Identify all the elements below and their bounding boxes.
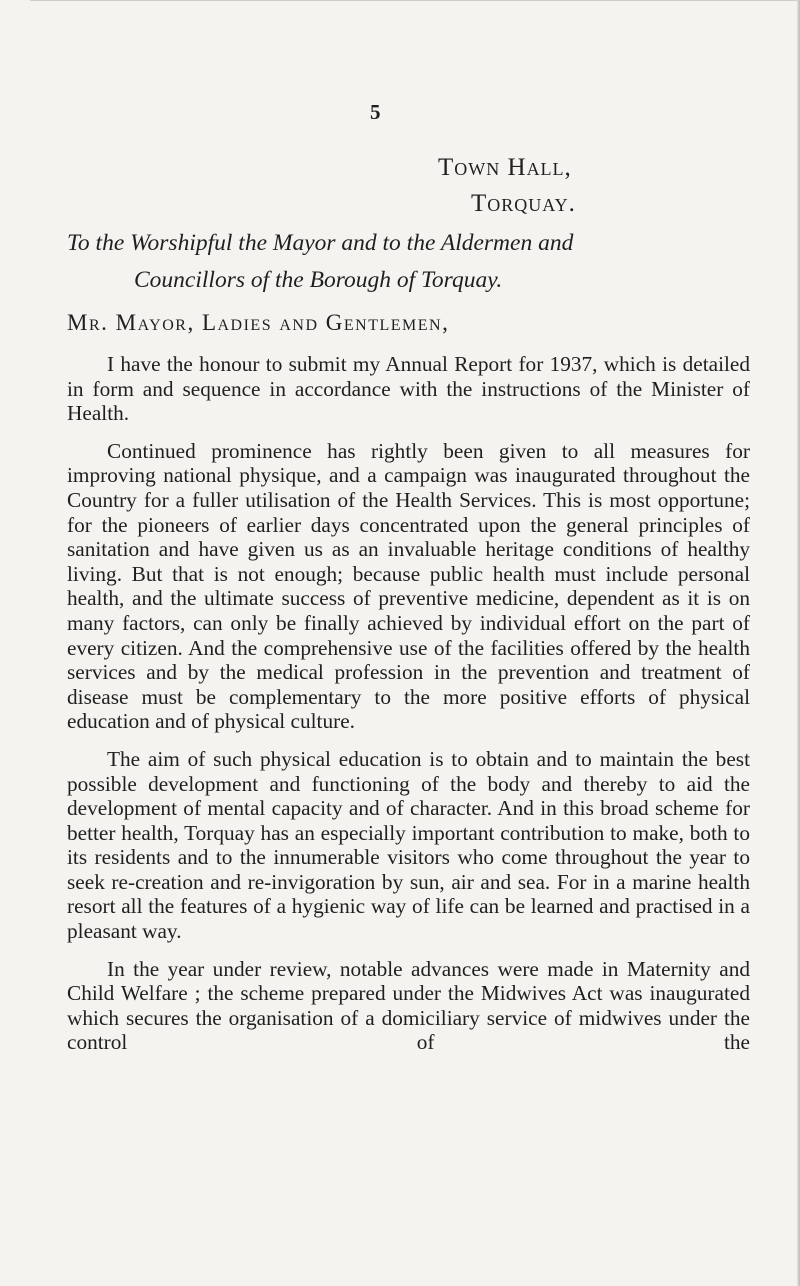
addressee-line-1: To the Worshipful the Mayor and to the Aldermen and [67,230,574,256]
paragraph-4: In the year under review, notable advances were made in Maternity and Child Welfare ; the scheme prepared under the Midwives Act was inaugurated which secures the organisation of a domiciliary service of midwives under the control of the [67,956,750,1055]
address-line-1: Town Hall, [438,154,572,181]
address-block [438,150,576,222]
addressee-block [67,225,747,299]
paragraph-2: Continued prominence has rightly been given to all measures for improving national physique, and a campaign was inaugurated throughout the Country for a fuller utilisation of the Health Services. This is most opportune; for the pioneers of earlier days concentrated upon the general principles of sanitation and have given us as an invaluable heritage conditions of healthy living. But that is not enough; because public health must include personal health, and the ultimate success of preventive medicine, dependent as it is on many factors, can only be finally achieved by individual effort on the part of every citizen. And the comprehensive use of the facilities offered by the health services and by the medical profession in the prevention and treatment of disease must be complementary to the more positive efforts of physical education and of physical culture. [67,438,750,734]
page-number: 5 [370,100,381,124]
page-top-edge [30,0,800,1]
addressee-line-2: Councillors of the Borough of Torquay. [134,267,503,293]
address-line-2: Torquay. [471,190,576,217]
letter-body [67,352,750,1068]
paragraph-1: I have the honour to submit my Annual Report for 1937, which is detailed in form and sequence in accordance with the instructions of the Minister of Health. [67,352,750,426]
greeting: Mr. Mayor, Ladies and Gentlemen, [67,310,450,335]
paragraph-3: The aim of such physical education is to obtain and to maintain the best possible development and functioning of the body and thereby to aid the development of mental capacity and of character. And in this broad scheme for better health, Torquay has an especially important contribution to make, both to its residents and to the innumerable visitors who come throughout the year to seek re-creation and re-invigoration by sun, air and sea. For in a marine health resort all the features of a hygienic way of life can be learned and practised in a pleasant way. [67,746,750,944]
